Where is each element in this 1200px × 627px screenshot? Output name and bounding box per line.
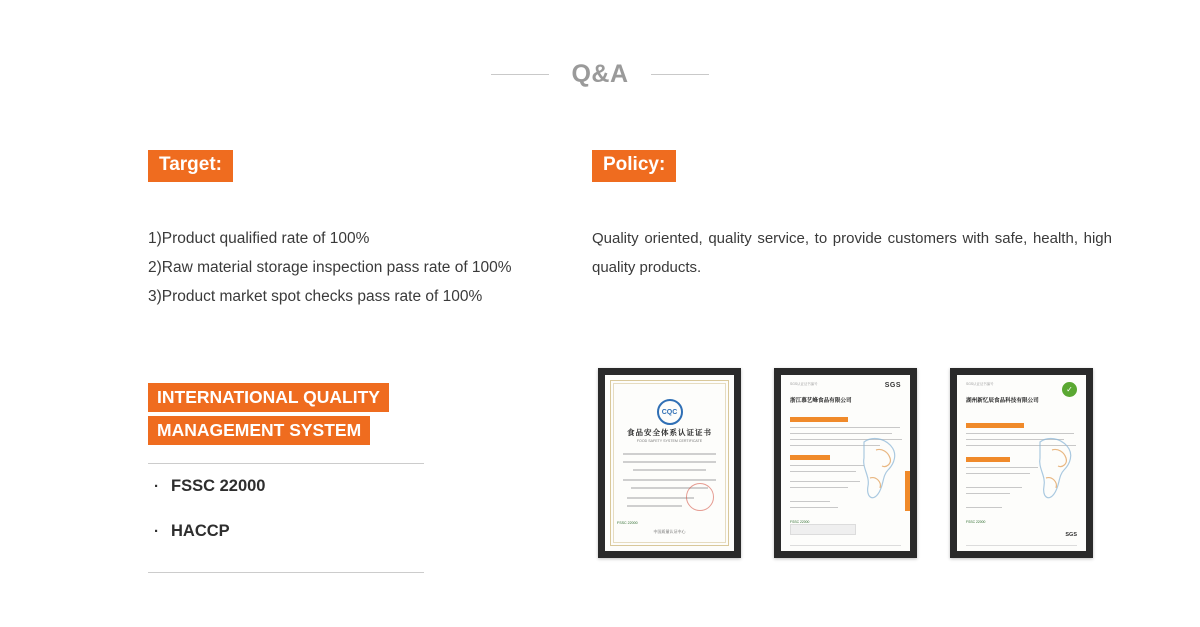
header-rule-left: [491, 74, 549, 75]
quality-management-system-block: [148, 383, 568, 573]
orange-band: [790, 417, 848, 422]
certificate-image-cqc: [598, 368, 741, 558]
world-map-watermark: [1034, 430, 1082, 515]
certificate-gallery: [598, 368, 1093, 558]
text-line: [623, 453, 716, 455]
policy-label: Policy:: [592, 150, 676, 182]
certification-label: HACCP: [171, 522, 230, 541]
text-line: [790, 471, 856, 472]
text-line: [966, 507, 1002, 508]
footer-logo-band: [790, 524, 856, 535]
text-line: [790, 501, 830, 502]
divider-bottom: [148, 572, 424, 573]
text-line: [790, 507, 838, 508]
fssc-standard-label: FSSC 22000: [966, 520, 986, 524]
certificate-image-sgs-2: [950, 368, 1093, 558]
iqms-title-line-1: INTERNATIONAL QUALITY: [148, 383, 389, 412]
text-line: [790, 465, 864, 466]
text-line: [790, 487, 848, 488]
certification-list: [148, 464, 568, 554]
orange-band: [966, 457, 1010, 462]
target-section: [148, 150, 568, 573]
certificate-header: [966, 382, 1077, 397]
page-header: [0, 60, 1200, 89]
header-rule-right: [651, 74, 709, 75]
target-label: Target:: [148, 150, 233, 182]
text-line: [633, 469, 706, 471]
text-line: [966, 473, 1030, 474]
text-line: [966, 467, 1038, 468]
certificate-header: [790, 382, 901, 389]
text-line: [790, 481, 860, 482]
certification-label: FSSC 22000: [171, 477, 266, 496]
policy-text-block: [592, 224, 1112, 282]
sgs-logo-footer: SGS: [1065, 532, 1077, 538]
world-map-watermark: [858, 430, 906, 515]
target-item: 3)Product market spot checks pass rate of 100%: [148, 287, 483, 305]
policy-text: Quality oriented, quality service, to provide customers with safe, health, high quality products.: [592, 229, 1112, 276]
list-item: [148, 509, 568, 554]
fssc-logo: FSSC 22000: [617, 521, 638, 525]
certificate-header-note: SGS认证证书编号: [966, 382, 994, 386]
certificate-company-name: 浙江慕艺峰食品有限公司: [790, 398, 852, 404]
text-line: [966, 493, 1010, 494]
text-line: [623, 479, 716, 481]
text-line: [966, 487, 1022, 488]
certificate-footer: 中国质量认证中心: [653, 529, 686, 534]
footer-rule: [966, 545, 1077, 546]
certificate-company-name: 湖州新忆辰食品科技有限公司: [966, 398, 1039, 404]
certificate-subtitle: FOOD SAFETY SYSTEM CERTIFICATE: [636, 439, 703, 443]
certificate-image-sgs-1: [774, 368, 917, 558]
certificate-title: 食品安全体系认证证书: [627, 428, 712, 437]
orange-band: [966, 423, 1024, 428]
orange-side-tab: [905, 471, 910, 511]
bullet-icon: ·: [154, 478, 159, 496]
bullet-icon: ·: [154, 523, 159, 541]
list-item: [148, 464, 568, 509]
red-stamp-icon: [686, 483, 714, 511]
certificate-header-note: SGS认证证书编号: [790, 382, 818, 386]
text-line: [790, 427, 900, 428]
policy-section: [592, 150, 1112, 282]
sgs-logo: SGS: [884, 382, 901, 389]
fssc-standard-label: FSSC 22000: [790, 520, 810, 524]
orange-band: [790, 455, 830, 460]
text-line: [627, 505, 682, 507]
text-line: [623, 461, 716, 463]
certification-check-icon: ✓: [1062, 382, 1077, 397]
text-line: [627, 497, 694, 499]
footer-rule: [790, 545, 901, 546]
target-item: 1)Product qualified rate of 100%: [148, 229, 370, 247]
cqc-seal-icon: CQC: [657, 399, 683, 425]
iqms-title-line-2: MANAGEMENT SYSTEM: [148, 416, 370, 445]
target-list: [148, 224, 568, 311]
page-title: Q&A: [571, 60, 629, 88]
target-item: 2)Raw material storage inspection pass rate of 100%: [148, 258, 512, 276]
